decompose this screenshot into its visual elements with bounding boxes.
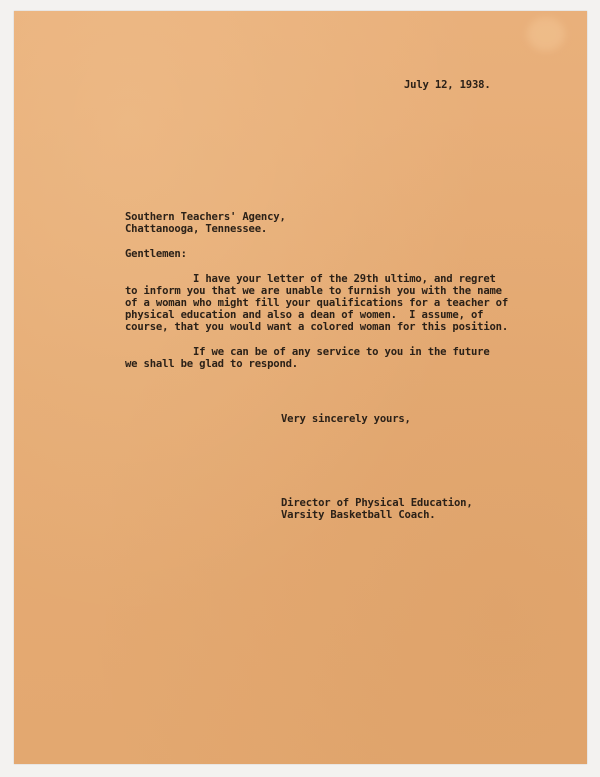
body-line: course, that you would want a colored woman for this position. <box>125 321 509 333</box>
salutation: Gentlemen: <box>125 248 187 260</box>
body-line: to inform you that we are unable to furnish you with the name <box>125 285 502 297</box>
recipient-location: Chattanooga, Tennessee. <box>125 223 268 235</box>
body-line: I have your letter of the 29th ultimo, and regret <box>193 273 496 285</box>
signature-title: Director of Physical Education, <box>281 497 473 509</box>
signature-role: Varsity Basketball Coach. <box>281 509 436 521</box>
body-line: we shall be glad to respond. <box>125 358 298 370</box>
complimentary-close: Very sincerely yours, <box>281 413 411 425</box>
body-line: physical education and also a dean of women. I assume, of <box>125 309 484 321</box>
paper-stain <box>527 17 565 51</box>
letter-date: July 12, 1938. <box>404 79 491 91</box>
body-line: of a woman who might fill your qualifications for a teacher of <box>125 297 509 309</box>
recipient-name: Southern Teachers' Agency, <box>125 211 286 223</box>
letter-page <box>14 11 587 764</box>
body-line: If we can be of any service to you in the future <box>193 346 490 358</box>
